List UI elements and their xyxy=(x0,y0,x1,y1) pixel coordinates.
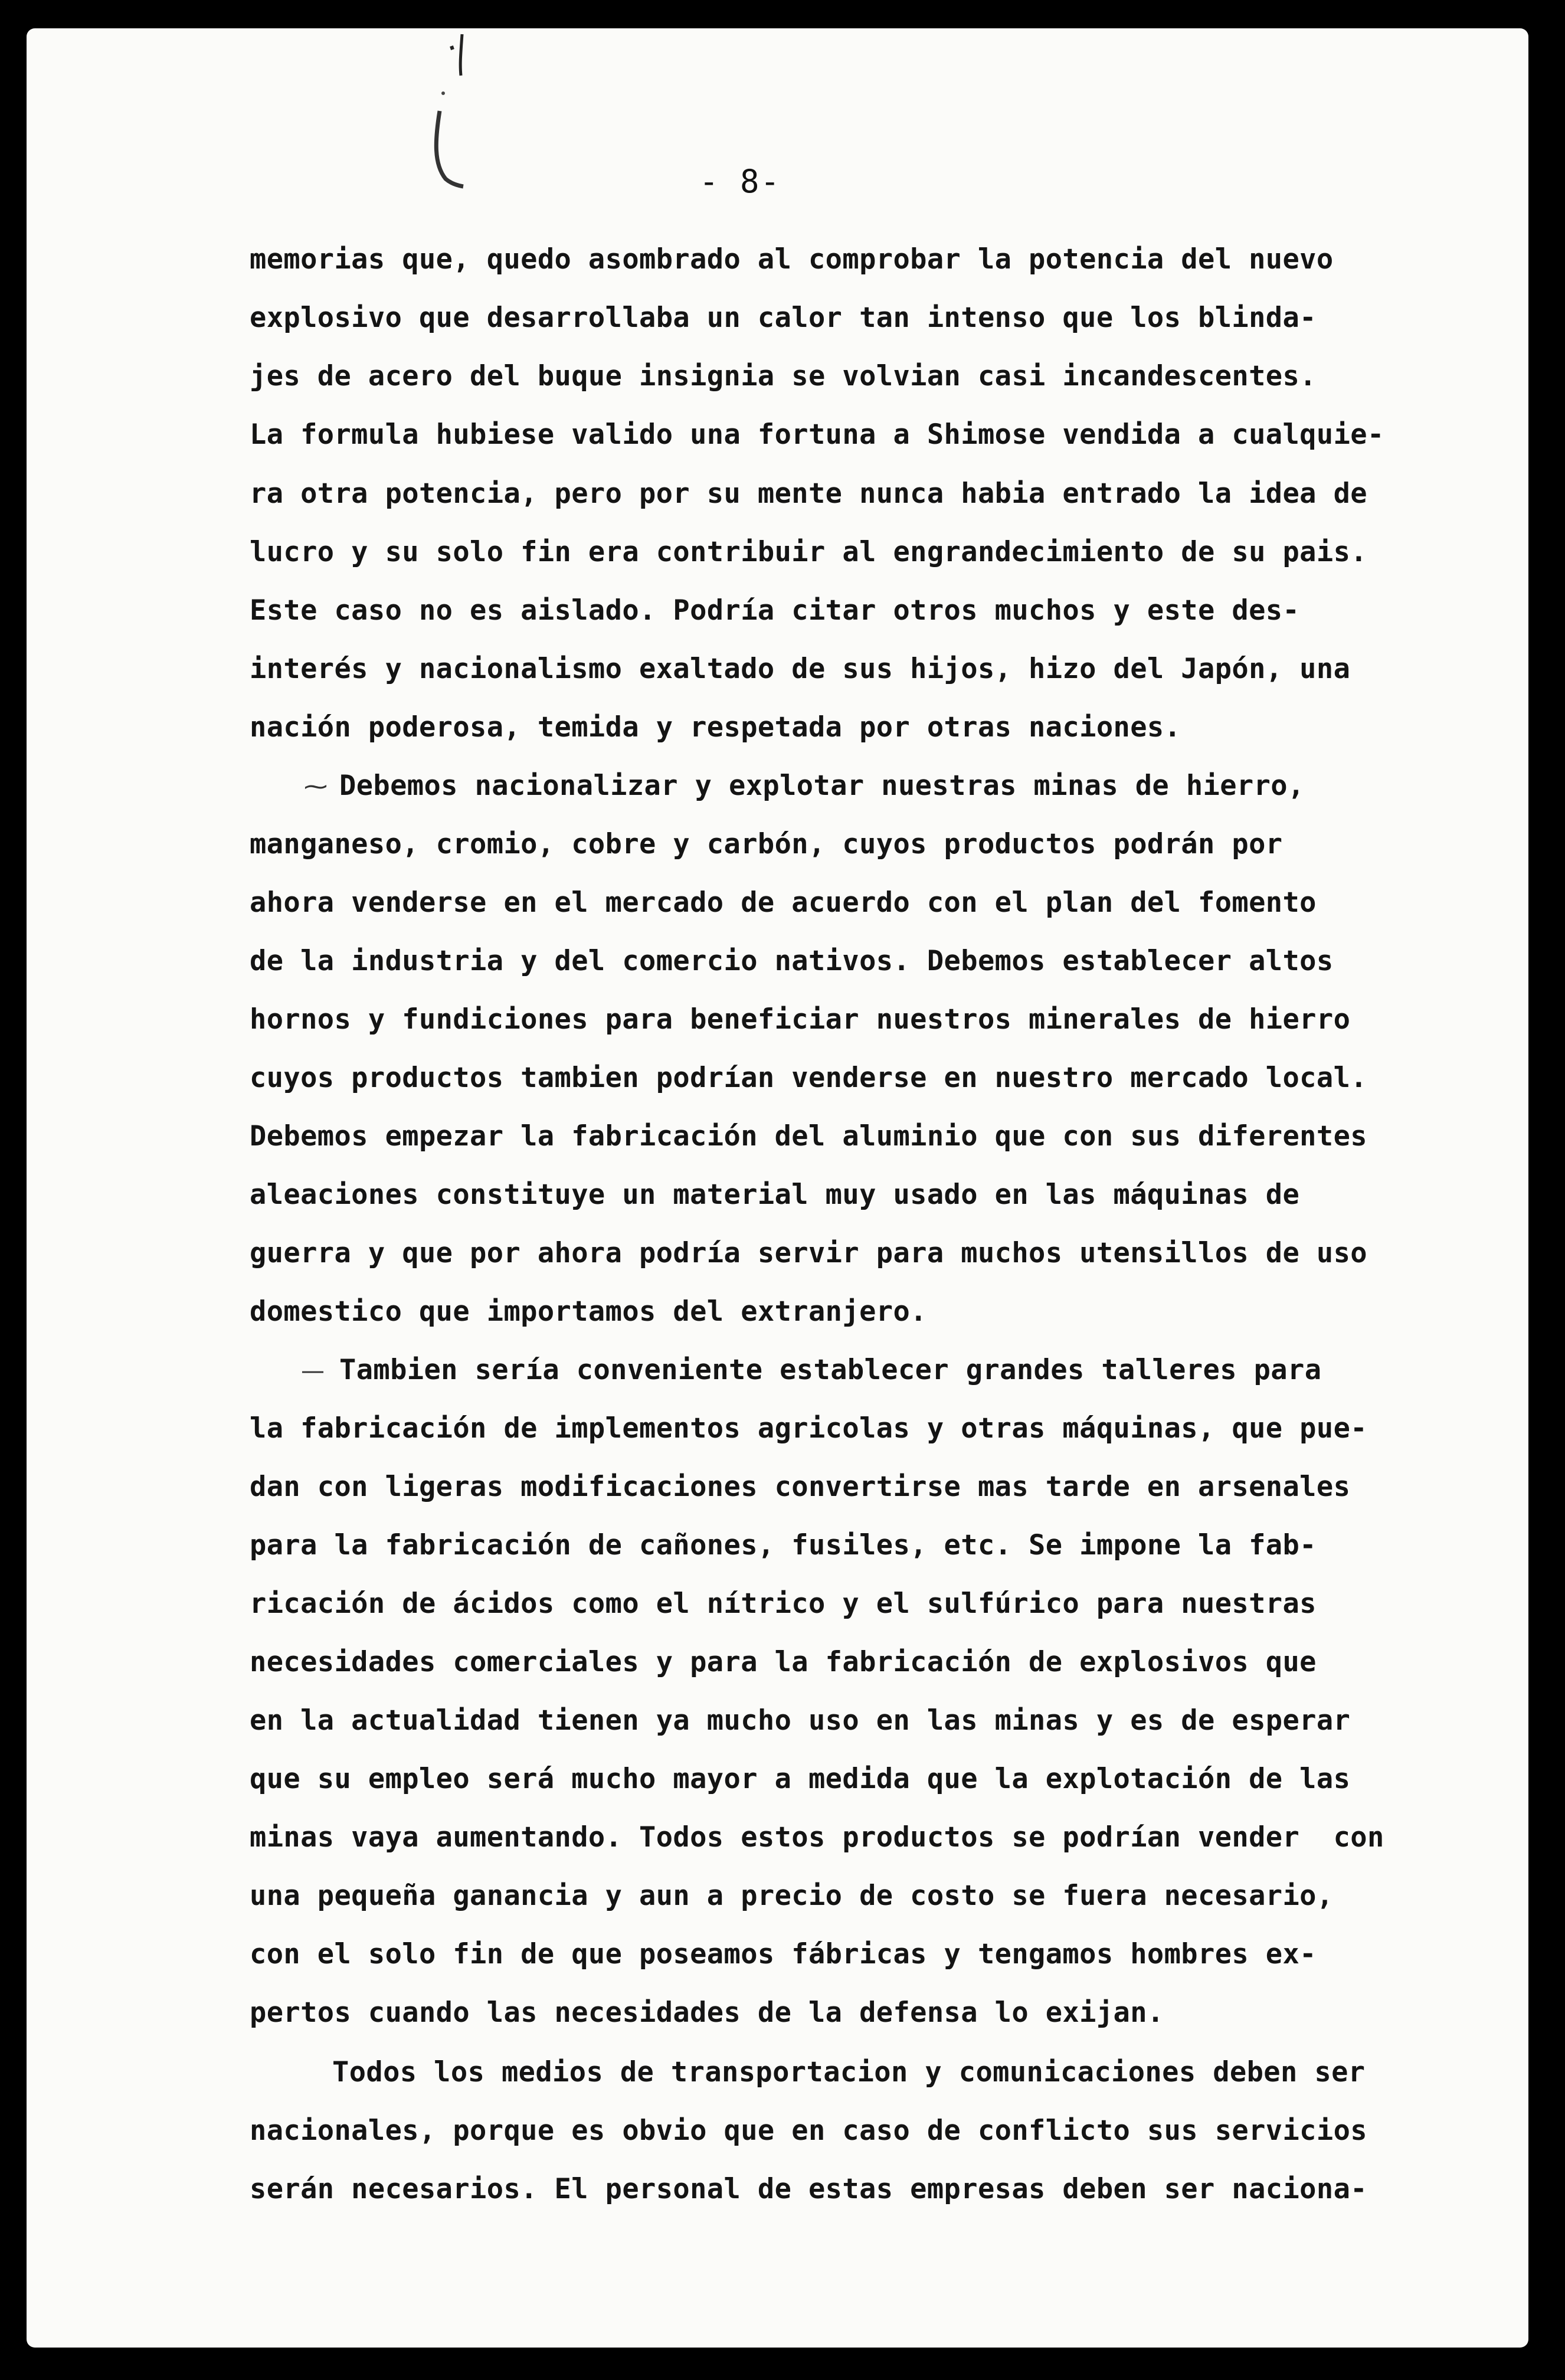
page-number: - 8- xyxy=(699,163,781,200)
text-line: jes de acero del buque insignia se volvian casi incandescentes. xyxy=(250,360,1317,392)
text-line: la fabricación de implementos agricolas y otras máquinas, que pue- xyxy=(250,1412,1367,1445)
text-line: Debemos nacionalizar y explotar nuestras minas de hierro, xyxy=(339,770,1305,802)
text-line: de la industria y del comercio nativos. Debemos establecer altos xyxy=(250,945,1334,977)
text-line: una pequeña ganancia y aun a precio de costo se fuera necesario, xyxy=(250,1880,1334,1912)
text-line: Todos los medios de transportacion y comunicaciones deben ser xyxy=(332,2056,1366,2088)
text-line: pertos cuando las necesidades de la defensa lo exijan. xyxy=(250,1996,1164,2029)
text-line: domestico que importamos del extranjero. xyxy=(250,1295,927,1328)
text-line: Este caso no es aislado. Podría citar otros muchos y este des- xyxy=(250,594,1300,627)
text-line: manganeso, cromio, cobre y carbón, cuyos productos podrán por xyxy=(250,828,1283,860)
text-line: ahora venderse en el mercado de acuerdo con el plan del fomento xyxy=(250,886,1317,919)
text-line: La formula hubiese valido una fortuna a Shimose vendida a cualquie- xyxy=(250,418,1384,451)
text-line: memorias que, quedo asombrado al comprobar la potencia del nuevo xyxy=(250,243,1334,276)
text-line: Tambien sería conveniente establecer grandes talleres para xyxy=(339,1354,1322,1386)
text-line: ra otra potencia, pero por su mente nunca habia entrado la idea de xyxy=(250,477,1367,510)
text-line: Debemos empezar la fabricación del aluminio que con sus diferentes xyxy=(250,1120,1367,1153)
text-line: serán necesarios. El personal de estas empresas deben ser naciona- xyxy=(250,2173,1367,2205)
text-line: ricación de ácidos como el nítrico y el sulfúrico para nuestras xyxy=(250,1587,1317,1620)
text-line: cuyos productos tambien podrían venderse en nuestro mercado local. xyxy=(250,1062,1367,1094)
text-line: guerra y que por ahora podría servir para muchos utensillos de uso xyxy=(250,1237,1367,1269)
text-line: minas vaya aumentando. Todos estos productos se podrían vender con xyxy=(250,1821,1384,1854)
text-line: lucro y su solo fin era contribuir al engrandecimiento de su pais. xyxy=(250,536,1367,568)
text-line: nación poderosa, temida y respetada por otras naciones. xyxy=(250,711,1181,744)
paragraph-dash-mark: ⁓ xyxy=(304,773,328,800)
body-text xyxy=(27,28,1528,2348)
text-line: hornos y fundiciones para beneficiar nuestros minerales de hierro xyxy=(250,1003,1351,1036)
text-line: interés y nacionalismo exaltado de sus hijos, hizo del Japón, una xyxy=(250,653,1351,685)
text-line: dan con ligeras modificaciones convertirse mas tarde en arsenales xyxy=(250,1471,1351,1503)
document-page xyxy=(27,28,1528,2348)
text-line: necesidades comerciales y para la fabricación de explosivos que xyxy=(250,1646,1317,1678)
text-line: explosivo que desarrollaba un calor tan intenso que los blinda- xyxy=(250,302,1317,334)
text-line: con el solo fin de que poseamos fábricas y tengamos hombres ex- xyxy=(250,1938,1317,1970)
paragraph-dash-mark: — xyxy=(301,1357,325,1384)
text-line: nacionales, porque es obvio que en caso de conflicto sus servicios xyxy=(250,2114,1367,2147)
text-line: en la actualidad tienen ya mucho uso en las minas y es de esperar xyxy=(250,1704,1351,1737)
text-line: para la fabricación de cañones, fusiles, etc. Se impone la fab- xyxy=(250,1529,1317,1561)
text-line: que su empleo será mucho mayor a medida que la explotación de las xyxy=(250,1763,1351,1795)
text-line: aleaciones constituye un material muy usado en las máquinas de xyxy=(250,1178,1300,1211)
